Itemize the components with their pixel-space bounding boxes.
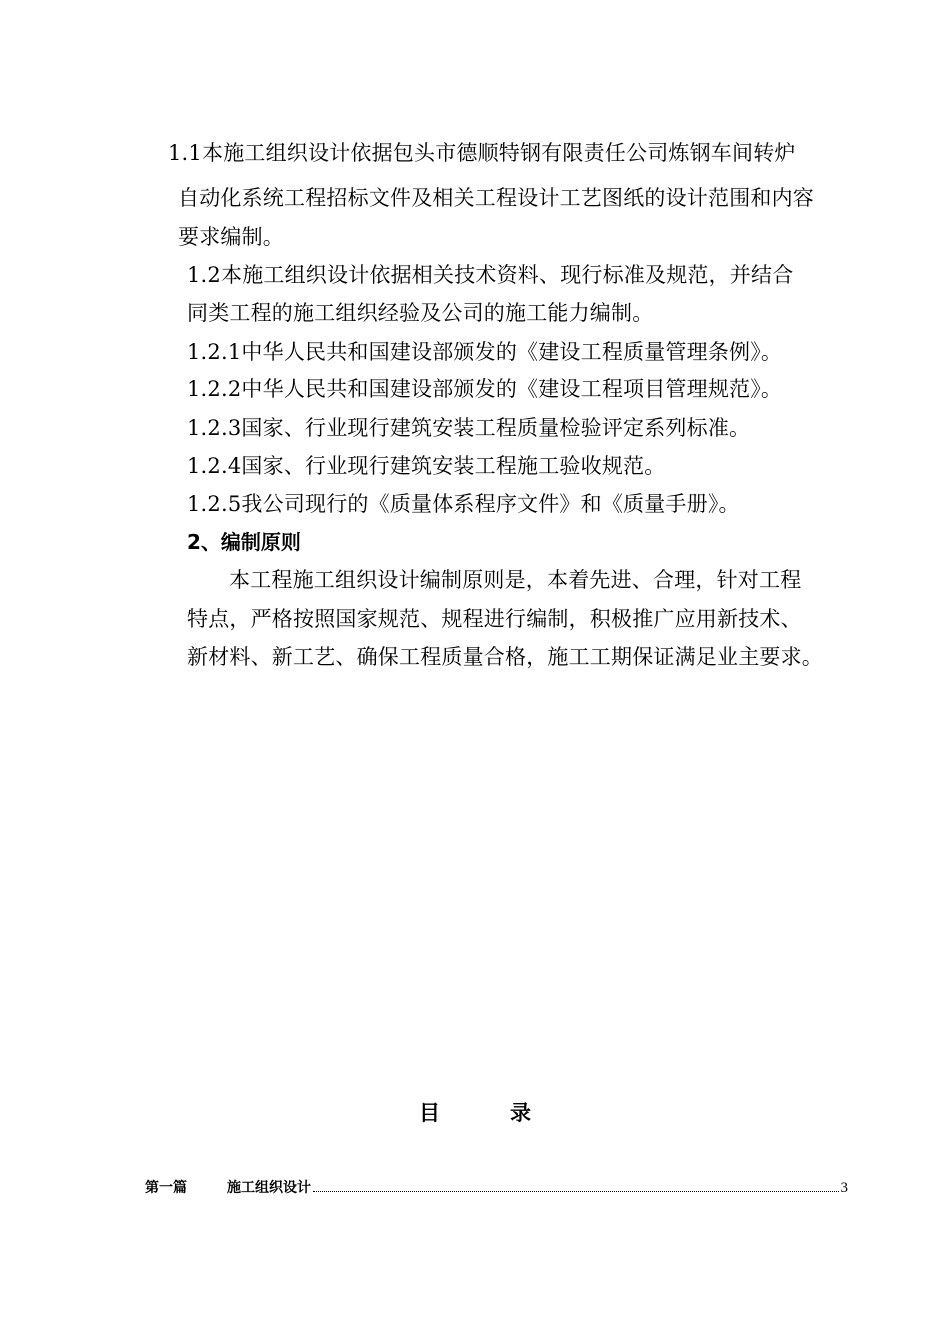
text-line-10: 1.2.5我公司现行的《质量体系程序文件》和《质量手册》。 bbox=[187, 492, 740, 516]
text-line-4: 1.2本施工组织设计依据相关技术资料、现行标准及规范，并结合 bbox=[187, 263, 794, 287]
toc-entry-label: 施工组织设计 bbox=[227, 1180, 311, 1196]
paragraph-line-3: 新材料、新工艺、确保工程质量合格，施工工期保证满足业主要求。 bbox=[187, 645, 823, 669]
text-line-1: 1.1本施工组织设计依据包头市德顺特钢有限责任公司炼钢车间转炉 bbox=[168, 141, 796, 165]
text-line-3: 要求编制。 bbox=[178, 225, 284, 249]
toc-dot-leader bbox=[313, 1190, 839, 1192]
toc-entry[interactable] bbox=[145, 1177, 848, 1199]
section-heading: 2、编制原则 bbox=[187, 530, 301, 554]
text-line-5: 同类工程的施工组织经验及公司的施工能力编制。 bbox=[187, 301, 654, 325]
toc-entry-part: 第一篇 bbox=[145, 1180, 187, 1196]
paragraph-line-2: 特点，严格按照国家规范、规程进行编制，积极推广应用新技术、 bbox=[187, 607, 802, 631]
toc-entry-page: 3 bbox=[840, 1180, 848, 1196]
text-line-7: 1.2.2中华人民共和国建设部颁发的《建设工程项目管理规范》。 bbox=[187, 377, 783, 401]
text-line-9: 1.2.4国家、行业现行建筑安装工程施工验收规范。 bbox=[187, 454, 666, 478]
text-line-8: 1.2.3国家、行业现行建筑安装工程质量检验评定系列标准。 bbox=[187, 416, 751, 440]
toc-title: 目录 bbox=[419, 1101, 601, 1125]
text-line-2: 自动化系统工程招标文件及相关工程设计工艺图纸的设计范围和内容 bbox=[178, 186, 814, 210]
text-line-6: 1.2.1中华人民共和国建设部颁发的《建设工程质量管理条例》。 bbox=[187, 340, 783, 364]
paragraph-line-1: 本工程施工组织设计编制原则是，本着先进、合理，针对工程 bbox=[229, 568, 802, 592]
